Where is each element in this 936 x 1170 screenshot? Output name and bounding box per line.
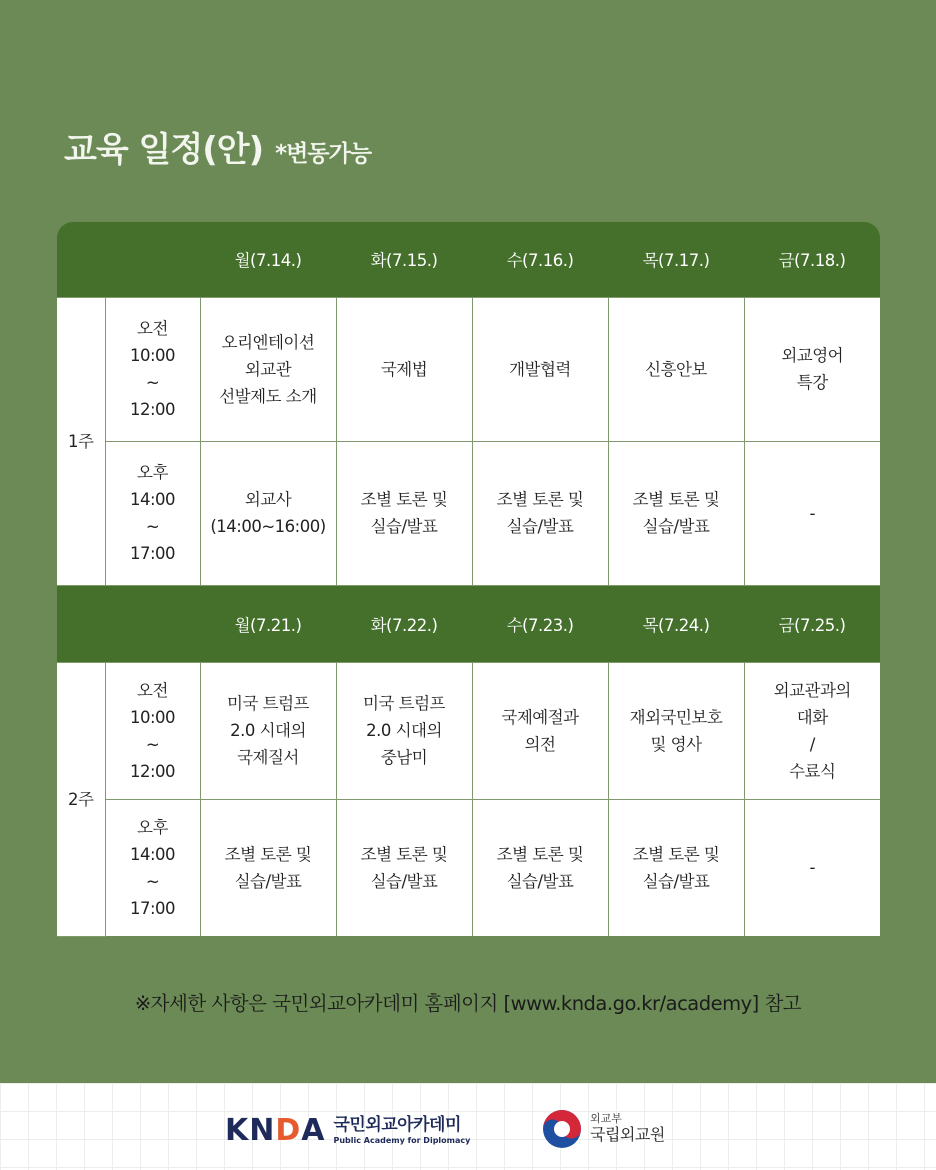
session-cell: 조별 토론 및 실습/발표 (336, 799, 472, 936)
session-cell: - (744, 799, 880, 936)
day-header: 월(7.14.) (200, 222, 336, 297)
session-cell: 미국 트럼프 2.0 시대의 국제질서 (200, 662, 336, 799)
footer (0, 1083, 936, 1170)
day-header: 수(7.16.) (472, 222, 608, 297)
mofa-name: 국립외교원 (590, 1125, 665, 1145)
session-cell: 신흥안보 (608, 297, 744, 441)
day-header: 목(7.24.) (608, 585, 744, 662)
week1-pm-row (57, 441, 880, 585)
header-corner (57, 585, 200, 662)
header-corner (57, 222, 200, 297)
week2-header-row (57, 585, 880, 662)
week-label: 1주 (57, 297, 105, 585)
day-header: 월(7.21.) (200, 585, 336, 662)
session-cell: 조별 토론 및 실습/발표 (608, 799, 744, 936)
day-header: 목(7.17.) (608, 222, 744, 297)
schedule-table (57, 222, 880, 937)
page-title (64, 122, 371, 171)
session-cell: 재외국민보호 및 영사 (608, 662, 744, 799)
week-label: 2주 (57, 662, 105, 936)
session-cell: 조별 토론 및 실습/발표 (472, 799, 608, 936)
mofa-logo (540, 1107, 665, 1151)
session-cell: 조별 토론 및 실습/발표 (336, 441, 472, 585)
mofa-ministry: 외교부 (590, 1112, 622, 1126)
session-cell: 오리엔테이션 외교관 선발제도 소개 (200, 297, 336, 441)
taegeuk-emblem-icon (540, 1107, 584, 1151)
knda-logo (225, 1113, 470, 1148)
knda-name-ko: 국민외교아카데미 (333, 1114, 461, 1135)
session-cell: 조별 토론 및 실습/발표 (472, 441, 608, 585)
session-cell: 조별 토론 및 실습/발표 (608, 441, 744, 585)
day-header: 금(7.25.) (744, 585, 880, 662)
session-cell: 국제법 (336, 297, 472, 441)
session-cell: 외교영어 특강 (744, 297, 880, 441)
week2-am-row (57, 662, 880, 799)
day-header: 화(7.22.) (336, 585, 472, 662)
time-slot-am: 오전 10:00 ~ 12:00 (105, 297, 200, 441)
day-header: 화(7.15.) (336, 222, 472, 297)
session-cell: - (744, 441, 880, 585)
week2-pm-row (57, 799, 880, 936)
session-cell: 국제예절과 의전 (472, 662, 608, 799)
time-slot-pm: 오후 14:00 ~ 17:00 (105, 441, 200, 585)
title-note: *변동가능 (275, 141, 372, 167)
week1-header-row (57, 222, 880, 297)
session-cell: 미국 트럼프 2.0 시대의 중남미 (336, 662, 472, 799)
session-cell: 외교사 (14:00~16:00) (200, 441, 336, 585)
title-main: 교육 일정(안) (64, 130, 264, 170)
day-header: 금(7.18.) (744, 222, 880, 297)
session-cell: 개발협력 (472, 297, 608, 441)
knda-logo-mark: K N D A (225, 1113, 326, 1148)
time-slot-pm: 오후 14:00 ~ 17:00 (105, 799, 200, 936)
week1-am-row (57, 297, 880, 441)
time-slot-am: 오전 10:00 ~ 12:00 (105, 662, 200, 799)
reference-note: ※자세한 사항은 국민외교아카데미 홈페이지 [www.knda.go.kr/academy] 참고 (134, 992, 802, 1015)
day-header: 수(7.23.) (472, 585, 608, 662)
knda-name-en: Public Academy for Diplomacy (333, 1135, 471, 1145)
session-cell: 조별 토론 및 실습/발표 (200, 799, 336, 936)
session-cell: 외교관과의 대화 / 수료식 (744, 662, 880, 799)
